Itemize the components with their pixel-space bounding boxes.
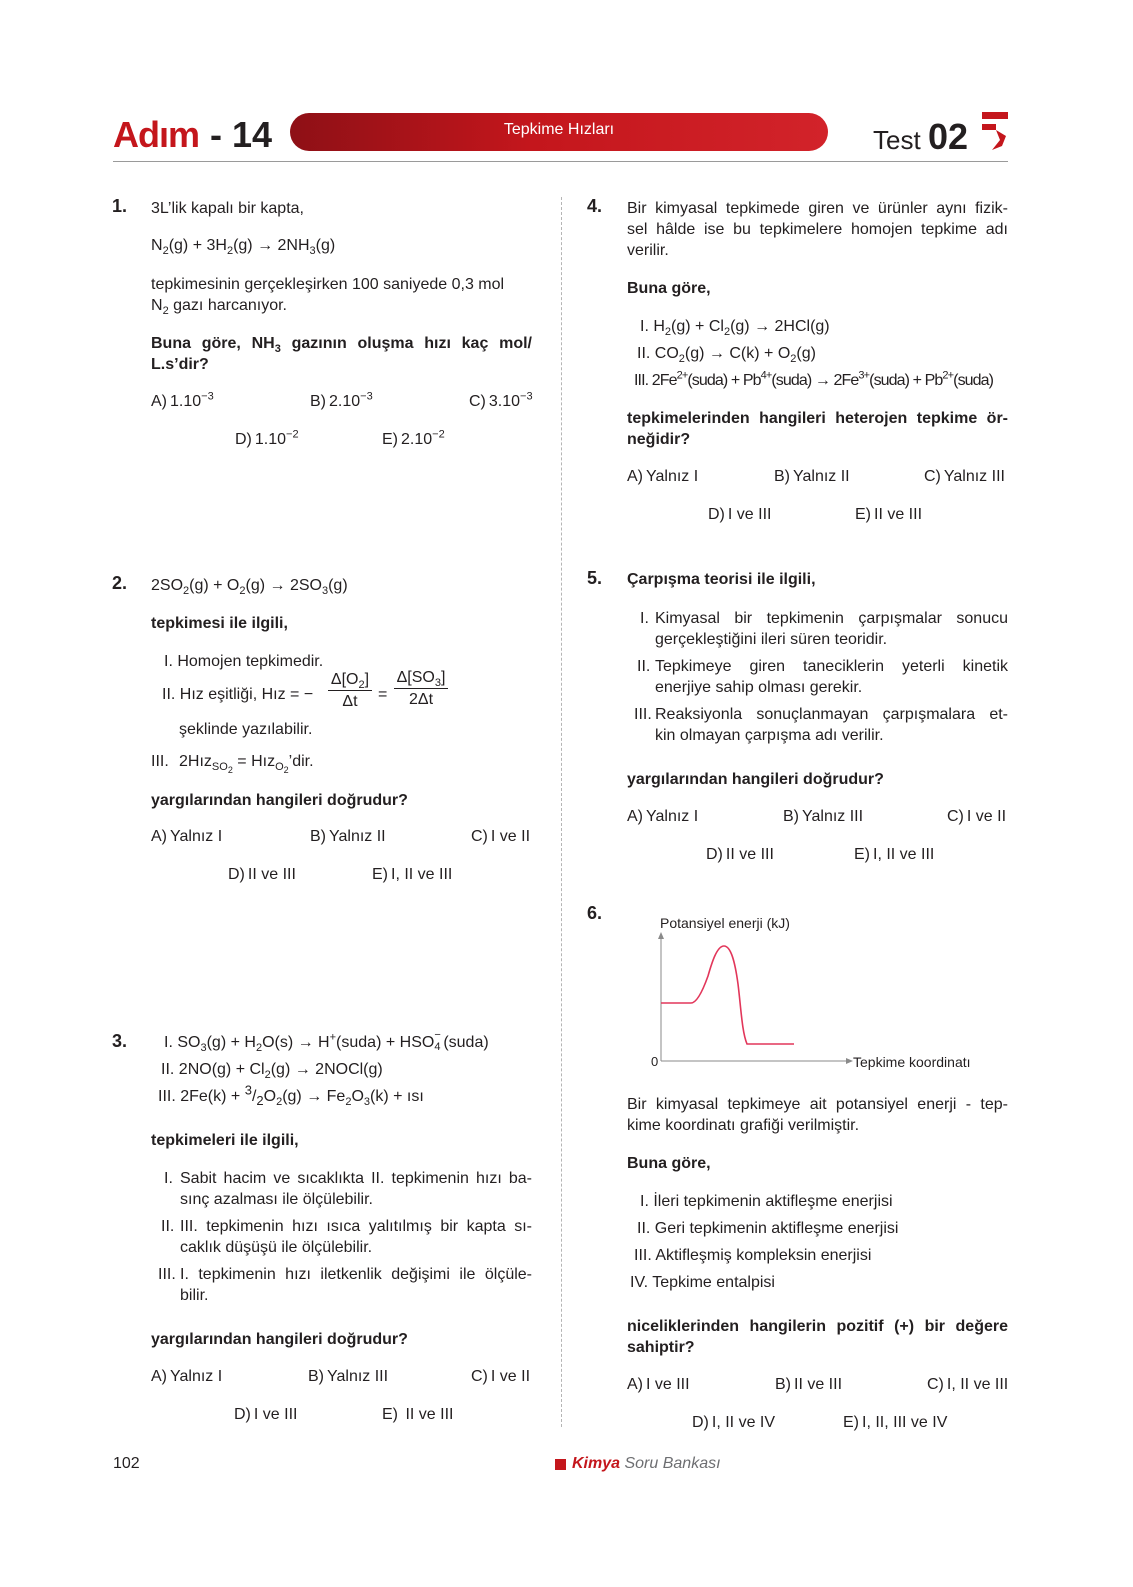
q6-item-1: I. İleri tepkimenin aktifleşme enerjisi [640, 1193, 893, 1210]
q2-option-e[interactable]: E) I, II ve III [372, 866, 453, 883]
q6-option-c[interactable]: C) I, II ve III [927, 1376, 1009, 1393]
q5-item-3: III. Reaksiyonla sonuçlanmayan çarpışmalara et- kin olmayan çarpışma adı verilir. [634, 706, 1008, 744]
q6-item-2: II. Geri tepkimenin aktifleşme enerjisi [637, 1220, 899, 1237]
energy-diagram-xlabel: Tepkime koordinatı [853, 1054, 971, 1070]
q3-reaction-1: I. $SO_3(g) + H_2O(s)$ → H+(suda) + HSO − 4 (suda) [164, 1029, 489, 1055]
brand-logo: Adım [113, 114, 199, 155]
question-4-number: 4. [587, 196, 603, 216]
energy-diagram-ylabel: Potansiyel enerji (kJ) [660, 915, 790, 931]
q5-item-2: II. Tepkimeye giren taneciklerin yeterli kinetik enerjiye sahip olması gerekir. [637, 658, 1008, 696]
q4-option-e[interactable]: E) II ve III [855, 506, 923, 523]
q2-option-a[interactable]: A) Yalnız I [151, 828, 223, 845]
test-number: 02 [928, 116, 969, 157]
q6-item-3: III. Aktifleşmiş kompleksin enerjisi [634, 1247, 872, 1264]
q2-option-b[interactable]: B) Yalnız II [310, 828, 386, 845]
q6-item-4: IV. Tepkime entalpisi [630, 1274, 775, 1291]
question-6-number: 6. [587, 903, 603, 923]
q1-option-a[interactable]: A) $1.10^{-3}$ [151, 390, 214, 410]
q6-option-e[interactable]: E) I, II, III ve IV [843, 1414, 948, 1431]
q3-item-1: I. Sabit hacim ve sıcaklıkta II. tepkimenin hızı ba- sınç azalması ile ölçülebilir. [164, 1170, 532, 1208]
q5-item-1: I. Kimyasal bir tepkimenin çarpışmalar sonucu gerçekleştiğini ileri süren teoridir. [640, 610, 1008, 648]
q3-intro: tepkimeleri ile ilgili, [151, 1132, 299, 1149]
q2-item-2: II. Hız eşitliği, Hız = − [162, 686, 314, 703]
q2-item-3: 2Hız$_{SO_2}$ = Hız$_{O_2}$’dir. [179, 753, 314, 776]
q2-item-2-cont: şeklinde yazılabilir. [179, 721, 313, 738]
page-number: 102 [113, 1455, 140, 1472]
q3-item-2: II. III. tepkimenin hızı ısıca yalıtılmış bir kapta sı- caklık düşüşü ile ölçülebilir. [161, 1218, 532, 1256]
energy-curve [661, 946, 794, 1044]
q4-option-b[interactable]: B) Yalnız II [774, 468, 850, 485]
q3-option-c[interactable]: C) I ve II [471, 1368, 531, 1385]
q4-option-a[interactable]: A) Yalnız I [627, 468, 699, 485]
q4-option-c[interactable]: C) Yalnız III [924, 468, 1005, 485]
question-5-number: 5. [587, 568, 603, 588]
q3-question: yargılarından hangileri doğrudur? [151, 1331, 408, 1348]
q3-reaction-3: III. $2Fe(k) + ^3/_2O_2(g) \to Fe_2O_3(k)$ + ısı [158, 1082, 424, 1109]
q1-equation: $N_2(g) + 3H_2(g) \to 2NH_3(g)$ [151, 237, 336, 258]
brand-number: - 14 [210, 114, 273, 155]
q4-reaction-2: II. $CO_2(g) \to C(k) + O_2(g)$ [637, 345, 816, 366]
q4-reaction-1: I. $H_2(g) + Cl_2(g) \to 2HCl(g)$ [640, 318, 830, 339]
q2-item-1: I. Homojen tepkimedir. [164, 653, 324, 670]
q2-fraction-2: $\Delta[SO_3]$ 2Δt [394, 668, 448, 711]
header [0, 0, 1133, 170]
q3-item-3: III. I. tepkimenin hızı iletkenlik değişimi ile ölçüle- bilir. [158, 1266, 532, 1304]
energy-diagram-origin: 0 [651, 1054, 659, 1069]
footer-book-title: Kimya Soru Bankası [572, 1455, 721, 1472]
q2-item-3-number: III. [151, 753, 169, 770]
question-1-number: 1. [112, 196, 128, 216]
footer-square-icon [555, 1459, 566, 1470]
q6-option-a[interactable]: A) I ve III [627, 1376, 690, 1393]
q6-option-d[interactable]: D) I, II ve IV [692, 1414, 776, 1431]
q4-reaction-3: III. $2Fe^{2+}(suda)$ + $Pb^{4+}(suda)$ → $2Fe^{3+}(suda)$ + $Pb^{2+}(suda)$ [634, 369, 994, 389]
question-3-number: 3. [112, 1031, 128, 1051]
q3-option-d[interactable]: D) I ve III [234, 1406, 298, 1423]
q1-intro: 3L’lik kapalı bir kapta, [151, 200, 304, 217]
q2-fraction-1: $\Delta[O_2]$ Δt [328, 670, 372, 713]
q2-question: yargılarından hangileri doğrudur? [151, 792, 408, 809]
q2-equation: $2SO_2(g) + O_2(g) \to 2SO_3(g)$ [151, 577, 348, 598]
q6-paragraph: Bir kimyasal tepkimeye ait potansiyel enerji - tep- kime koordinatı grafiği verilmiştir. [627, 1096, 1008, 1134]
test-label: Test [873, 125, 921, 155]
q5-intro: Çarpışma teorisi ile ilgili, [627, 571, 816, 588]
q3-option-e[interactable]: E) II ve III [382, 1406, 454, 1423]
q4-paragraph: Bir kimyasal tepkimede giren ve ürünler aynı fizik- sel hâlde ise bu tepkimelere homojen tepkime adı verilir. [627, 200, 1008, 259]
energy-diagram [645, 910, 1015, 1080]
q1-question-1: Buna göre, $NH_3$ gazının oluşma hızı kaç mol/ [151, 335, 532, 356]
q2-intro: tepkimesi ile ilgili, [151, 615, 288, 632]
q1-text-2: $N_2$ gazı harcanıyor. [151, 297, 287, 318]
q3-reaction-2: II. $2NO(g) + Cl_2(g)$ → 2NOCl(g) [161, 1061, 383, 1082]
q1-question-2: L.s’dir? [151, 356, 209, 373]
q5-option-a[interactable]: A) Yalnız I [627, 808, 699, 825]
q6-option-b[interactable]: B) II ve III [775, 1376, 843, 1393]
q6-lead: Buna göre, [627, 1155, 711, 1172]
q4-lead: Buna göre, [627, 280, 711, 297]
q5-option-e[interactable]: E) I, II ve III [854, 846, 935, 863]
q5-question: yargılarından hangileri doğrudur? [627, 771, 884, 788]
test-logo-icon [980, 112, 1010, 152]
topic-title: Tepkime Hızları [503, 121, 615, 138]
column-divider [561, 197, 562, 1427]
q1-text-1: tepkimesinin gerçekleşirken 100 saniyede 0,3 mol [151, 276, 505, 293]
q2-equals: = [378, 686, 388, 703]
q1-option-c[interactable]: C) $3.10^{-3}$ [469, 390, 533, 410]
q3-option-b[interactable]: B) Yalnız III [308, 1368, 389, 1385]
header-rule [113, 161, 1008, 162]
q2-option-d[interactable]: D) II ve III [228, 866, 296, 883]
q1-option-b[interactable]: B) $2.10^{-3}$ [310, 390, 373, 410]
q1-option-d[interactable]: D) $1.10^{-2}$ [235, 428, 299, 448]
q4-question: tepkimelerinden hangileri heterojen tepkime ör- neğidir? [627, 410, 1008, 448]
q3-option-a[interactable]: A) Yalnız I [151, 1368, 223, 1385]
question-2-number: 2. [112, 573, 128, 593]
q2-option-c[interactable]: C) I ve II [471, 828, 531, 845]
q1-option-e[interactable]: E) $2.10^{-2}$ [382, 428, 445, 448]
q5-option-c[interactable]: C) I ve II [947, 808, 1007, 825]
q5-option-d[interactable]: D) II ve III [706, 846, 774, 863]
q4-option-d[interactable]: D) I ve III [708, 506, 772, 523]
q5-option-b[interactable]: B) Yalnız III [783, 808, 864, 825]
q6-question: niceliklerinden hangilerin pozitif (+) bir değere sahiptir? [627, 1318, 1008, 1356]
